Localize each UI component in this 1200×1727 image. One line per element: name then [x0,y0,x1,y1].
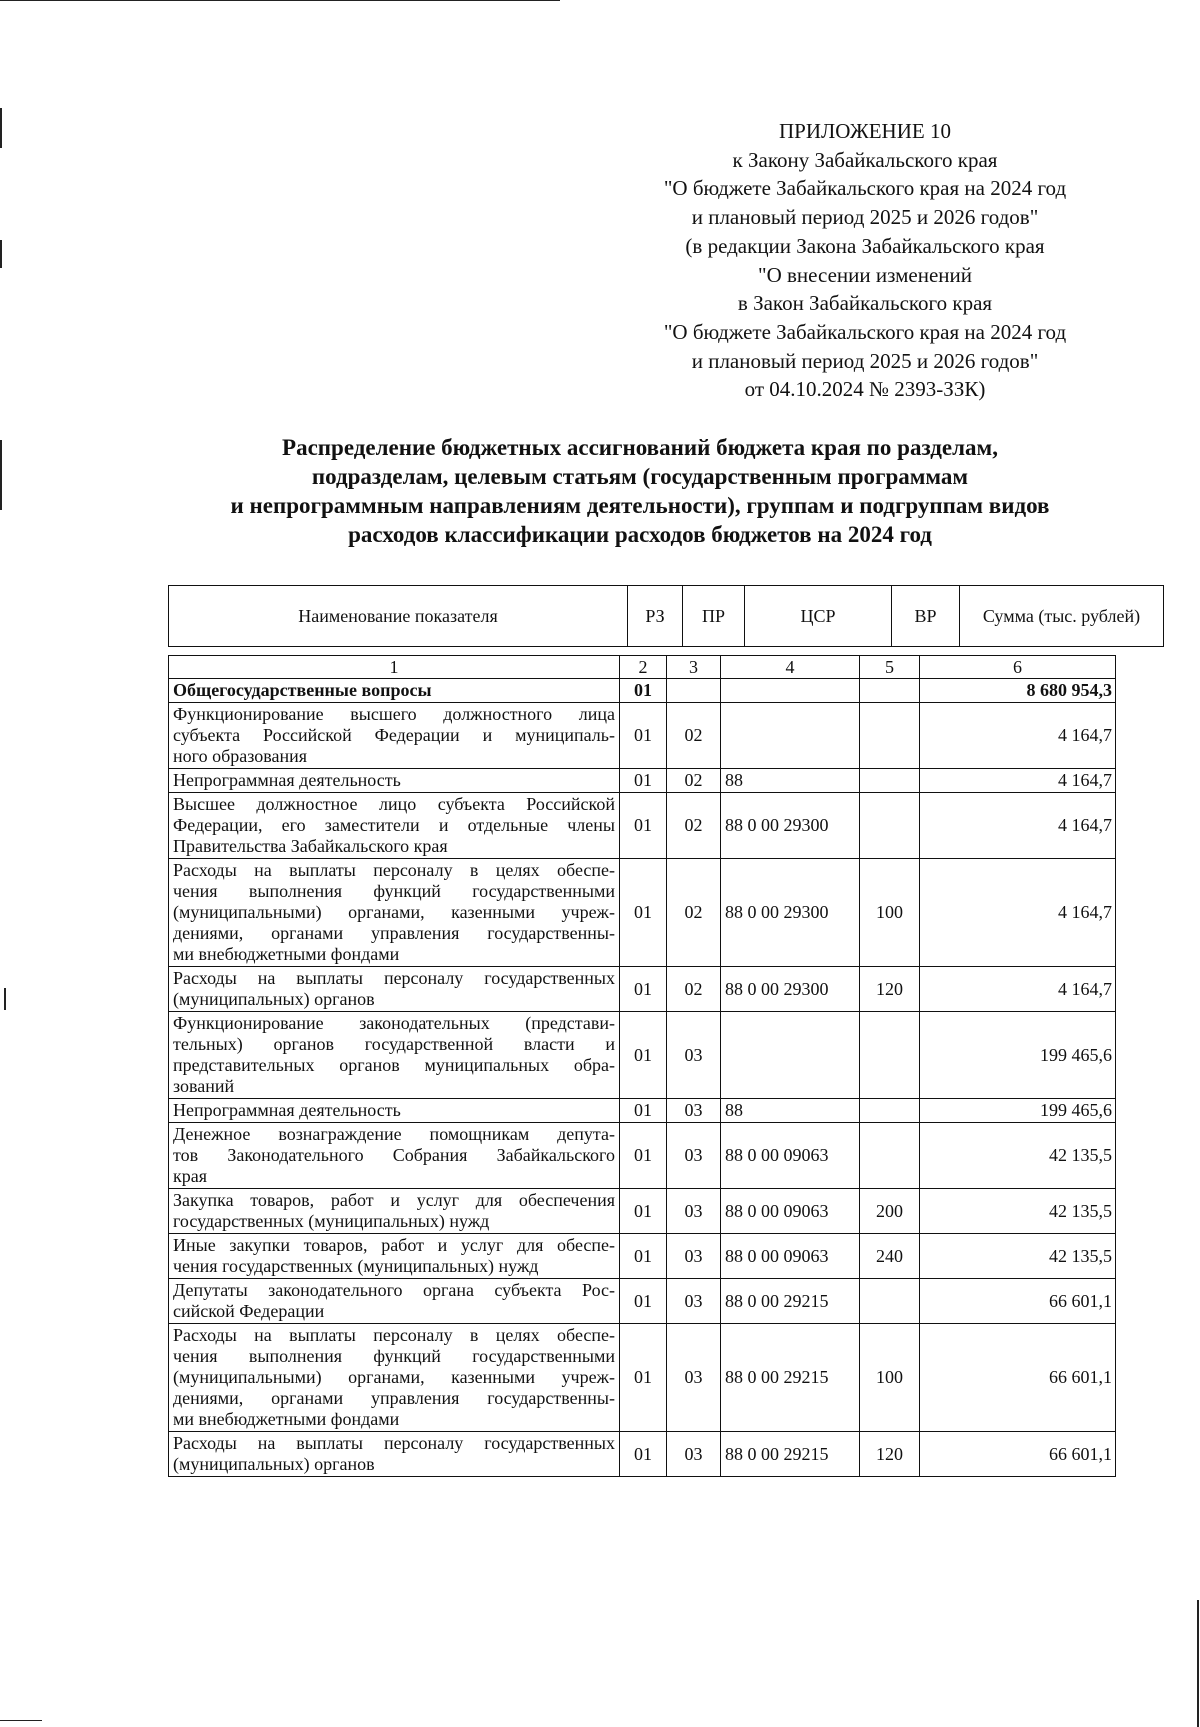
row-name [169,703,620,769]
row-rz: 01 [620,1324,667,1432]
row-csr: 88 0 00 29215 [721,1432,860,1477]
row-name-line: зований [173,1076,235,1096]
row-sum: 66 601,1 [920,1324,1116,1432]
header-name: Наименование показателя [169,586,628,647]
row-csr: 88 0 00 29300 [721,793,860,859]
row-name-line: (муниципальными) органами, казенными учреж- [173,1367,615,1387]
row-csr: 88 0 00 29215 [721,1324,860,1432]
row-pr: 02 [667,703,721,769]
row-sum: 199 465,6 [920,1012,1116,1099]
row-name-line: чения выполнения функций государственными [173,881,615,901]
row-csr [721,1012,860,1099]
row-vr: 120 [860,967,920,1012]
row-name-line: ми внебюджетными фондами [173,1409,400,1429]
row-name-line: (муниципальных) органов [173,1454,375,1474]
row-pr [667,679,721,703]
row-name-line: ного образования [173,746,308,766]
table-row [169,793,1116,859]
row-rz: 01 [620,1234,667,1279]
row-name [169,1324,620,1432]
row-name-line: Иные закупки товаров, работ и услуг для обеспе- [173,1235,615,1255]
row-sum: 42 135,5 [920,1189,1116,1234]
header-vr: ВР [892,586,960,647]
row-csr: 88 [721,1099,860,1123]
row-name-line: Функционирование законодательных (представи- [173,1013,615,1033]
row-vr [860,1279,920,1324]
row-name [169,1189,620,1234]
budget-table-body [169,656,1116,1477]
row-name [169,1123,620,1189]
row-name-line: Непрограммная деятельность [173,1100,401,1120]
row-csr [721,703,860,769]
document-title-line: Распределение бюджетных ассигнований бюджета края по разделам, [282,435,998,460]
row-csr: 88 0 00 29300 [721,967,860,1012]
table-row [169,1189,1116,1234]
table-row [169,769,1116,793]
column-numbers-row [169,656,1116,679]
appendix-header-line: "О бюджете Забайкальского края на 2024 год [663,319,1067,344]
table-row [169,703,1116,769]
row-pr: 02 [667,769,721,793]
row-sum: 66 601,1 [920,1279,1116,1324]
scan-edge-line-top [0,0,560,1]
row-name-line: дениями, органами управления государственны- [173,923,615,943]
scan-edge-line-bottom [0,1720,42,1721]
row-sum: 4 164,7 [920,769,1116,793]
row-name [169,769,620,793]
row-name-line: Функционирование высшего должностного лица [173,704,615,724]
row-vr [860,1099,920,1123]
row-csr: 88 0 00 09063 [721,1189,860,1234]
table-row [169,1099,1116,1123]
row-name-line: (муниципальными) органами, казенными учреж- [173,902,615,922]
table-row [169,1432,1116,1477]
column-number: 4 [721,656,860,679]
row-vr: 100 [860,1324,920,1432]
scan-edge-mark-right [1197,1600,1199,1727]
appendix-header-line: "О внесении изменений [758,262,972,287]
row-name-line: тов Законодательного Собрания Забайкальского [173,1145,615,1165]
scan-edge-mark-left-4 [4,988,6,1010]
row-rz: 01 [620,1432,667,1477]
row-pr: 03 [667,1279,721,1324]
appendix-header-line: "О бюджете Забайкальского края на 2024 год [663,176,1067,201]
row-name-line: тельных) органов государственной власти и [173,1034,615,1054]
row-vr: 200 [860,1189,920,1234]
appendix-header-line: к Закону Забайкальского края [732,147,998,172]
row-name-line: края [173,1166,208,1186]
row-vr: 100 [860,859,920,967]
row-name-line: чения государственных (муниципальных) нужд [173,1256,539,1276]
row-vr [860,769,920,793]
column-number: 6 [920,656,1116,679]
row-sum: 66 601,1 [920,1432,1116,1477]
row-rz: 01 [620,769,667,793]
column-number: 5 [860,656,920,679]
row-rz: 01 [620,967,667,1012]
table-header [168,585,1164,647]
row-name [169,1012,620,1099]
document-title-line: и непрограммным направлениям деятельности), группам и подгруппам видов [230,493,1050,518]
row-pr: 03 [667,1099,721,1123]
appendix-header [600,117,1130,404]
table-row [169,1279,1116,1324]
row-name-line: ми внебюджетными фондами [173,944,400,964]
row-csr [721,679,860,703]
row-rz: 01 [620,793,667,859]
scan-edge-mark-left-2 [0,240,2,268]
document-title-line: расходов классификации расходов бюджетов на 2024 год [348,522,932,547]
row-name-line: Расходы на выплаты персоналу государственных [173,1433,615,1453]
column-number: 1 [169,656,620,679]
row-sum: 42 135,5 [920,1234,1116,1279]
row-name-line: Денежное вознаграждение помощникам депута- [173,1124,615,1144]
row-name [169,1099,620,1123]
row-pr: 02 [667,859,721,967]
header-rz: РЗ [628,586,683,647]
row-pr: 02 [667,793,721,859]
header-pr: ПР [683,586,745,647]
row-vr: 120 [860,1432,920,1477]
row-sum: 4 164,7 [920,793,1116,859]
row-vr [860,1123,920,1189]
row-name-line: сийской Федерации [173,1301,325,1321]
row-name-line: представительных органов муниципальных обра- [173,1055,615,1075]
row-pr: 03 [667,1189,721,1234]
row-pr: 03 [667,1012,721,1099]
row-sum: 4 164,7 [920,859,1116,967]
row-name-line: Общегосударственные вопросы [173,680,432,700]
row-name [169,1234,620,1279]
row-sum: 199 465,6 [920,1099,1116,1123]
row-rz: 01 [620,859,667,967]
row-sum: 42 135,5 [920,1123,1116,1189]
row-name-line: чения выполнения функций государственными [173,1346,615,1366]
row-pr: 02 [667,967,721,1012]
row-pr: 03 [667,1432,721,1477]
table-row [169,679,1116,703]
row-name-line: Федерации, его заместители и отдельные члены [173,815,615,835]
table-row [169,1234,1116,1279]
row-name-line: Непрограммная деятельность [173,770,401,790]
column-number: 2 [620,656,667,679]
table-row [169,1012,1116,1099]
row-rz: 01 [620,1123,667,1189]
appendix-header-line: и плановый период 2025 и 2026 годов" [691,205,1039,230]
row-name [169,1279,620,1324]
appendix-header-line: ПРИЛОЖЕНИЕ 10 [779,119,951,143]
row-csr: 88 0 00 09063 [721,1123,860,1189]
budget-table [168,655,1116,1477]
row-vr: 240 [860,1234,920,1279]
row-rz: 01 [620,679,667,703]
row-csr: 88 0 00 29300 [721,859,860,967]
row-name [169,967,620,1012]
column-number: 3 [667,656,721,679]
row-name-line: Расходы на выплаты персоналу в целях обеспе- [173,860,615,880]
row-name [169,1432,620,1477]
appendix-header-line: и плановый период 2025 и 2026 годов" [691,348,1039,373]
row-pr: 03 [667,1234,721,1279]
table-header-row [169,586,1164,647]
appendix-header-line: в Закон Забайкальского края [737,291,993,316]
row-name [169,679,620,703]
row-pr: 03 [667,1123,721,1189]
row-name [169,859,620,967]
row-name-line: дениями, органами управления государственны- [173,1388,615,1408]
row-name-line: (муниципальных) органов [173,989,375,1009]
row-rz: 01 [620,1189,667,1234]
row-sum: 4 164,7 [920,967,1116,1012]
header-csr: ЦСР [745,586,892,647]
row-rz: 01 [620,1099,667,1123]
row-name-line: субъекта Российской Федерации и муниципаль- [173,725,615,745]
row-name-line: Закупка товаров, работ и услуг для обеспечения [173,1190,615,1210]
row-sum: 4 164,7 [920,703,1116,769]
row-name-line: Расходы на выплаты персоналу в целях обеспе- [173,1325,615,1345]
header-sum: Сумма (тыс. рублей) [960,586,1164,647]
row-vr [860,703,920,769]
appendix-header-line: от 04.10.2024 № 2393-ЗЗК) [744,377,986,402]
document-title [150,433,1130,549]
row-rz: 01 [620,1012,667,1099]
table-row [169,859,1116,967]
row-sum: 8 680 954,3 [920,679,1116,703]
document-title-line: подразделам, целевым статьям (государственным программам [311,464,969,489]
table-row [169,1123,1116,1189]
row-vr [860,679,920,703]
row-csr: 88 0 00 09063 [721,1234,860,1279]
row-name-line: Высшее должностное лицо субъекта Российской [173,794,615,814]
scan-edge-mark-left-3 [0,440,2,510]
row-name [169,793,620,859]
row-name-line: Расходы на выплаты персоналу государственных [173,968,615,988]
row-rz: 01 [620,703,667,769]
row-name-line: Правительства Забайкальского края [173,836,448,856]
row-name-line: государственных (муниципальных) нужд [173,1211,490,1231]
row-pr: 03 [667,1324,721,1432]
appendix-header-line: (в редакции Закона Забайкальского края [685,233,1045,258]
table-row [169,967,1116,1012]
row-csr: 88 [721,769,860,793]
scan-edge-mark-left-1 [0,108,2,148]
row-vr [860,1012,920,1099]
row-name-line: Депутаты законодательного органа субъекта Рос- [173,1280,615,1300]
row-vr [860,793,920,859]
row-rz: 01 [620,1279,667,1324]
table-row [169,1324,1116,1432]
row-csr: 88 0 00 29215 [721,1279,860,1324]
